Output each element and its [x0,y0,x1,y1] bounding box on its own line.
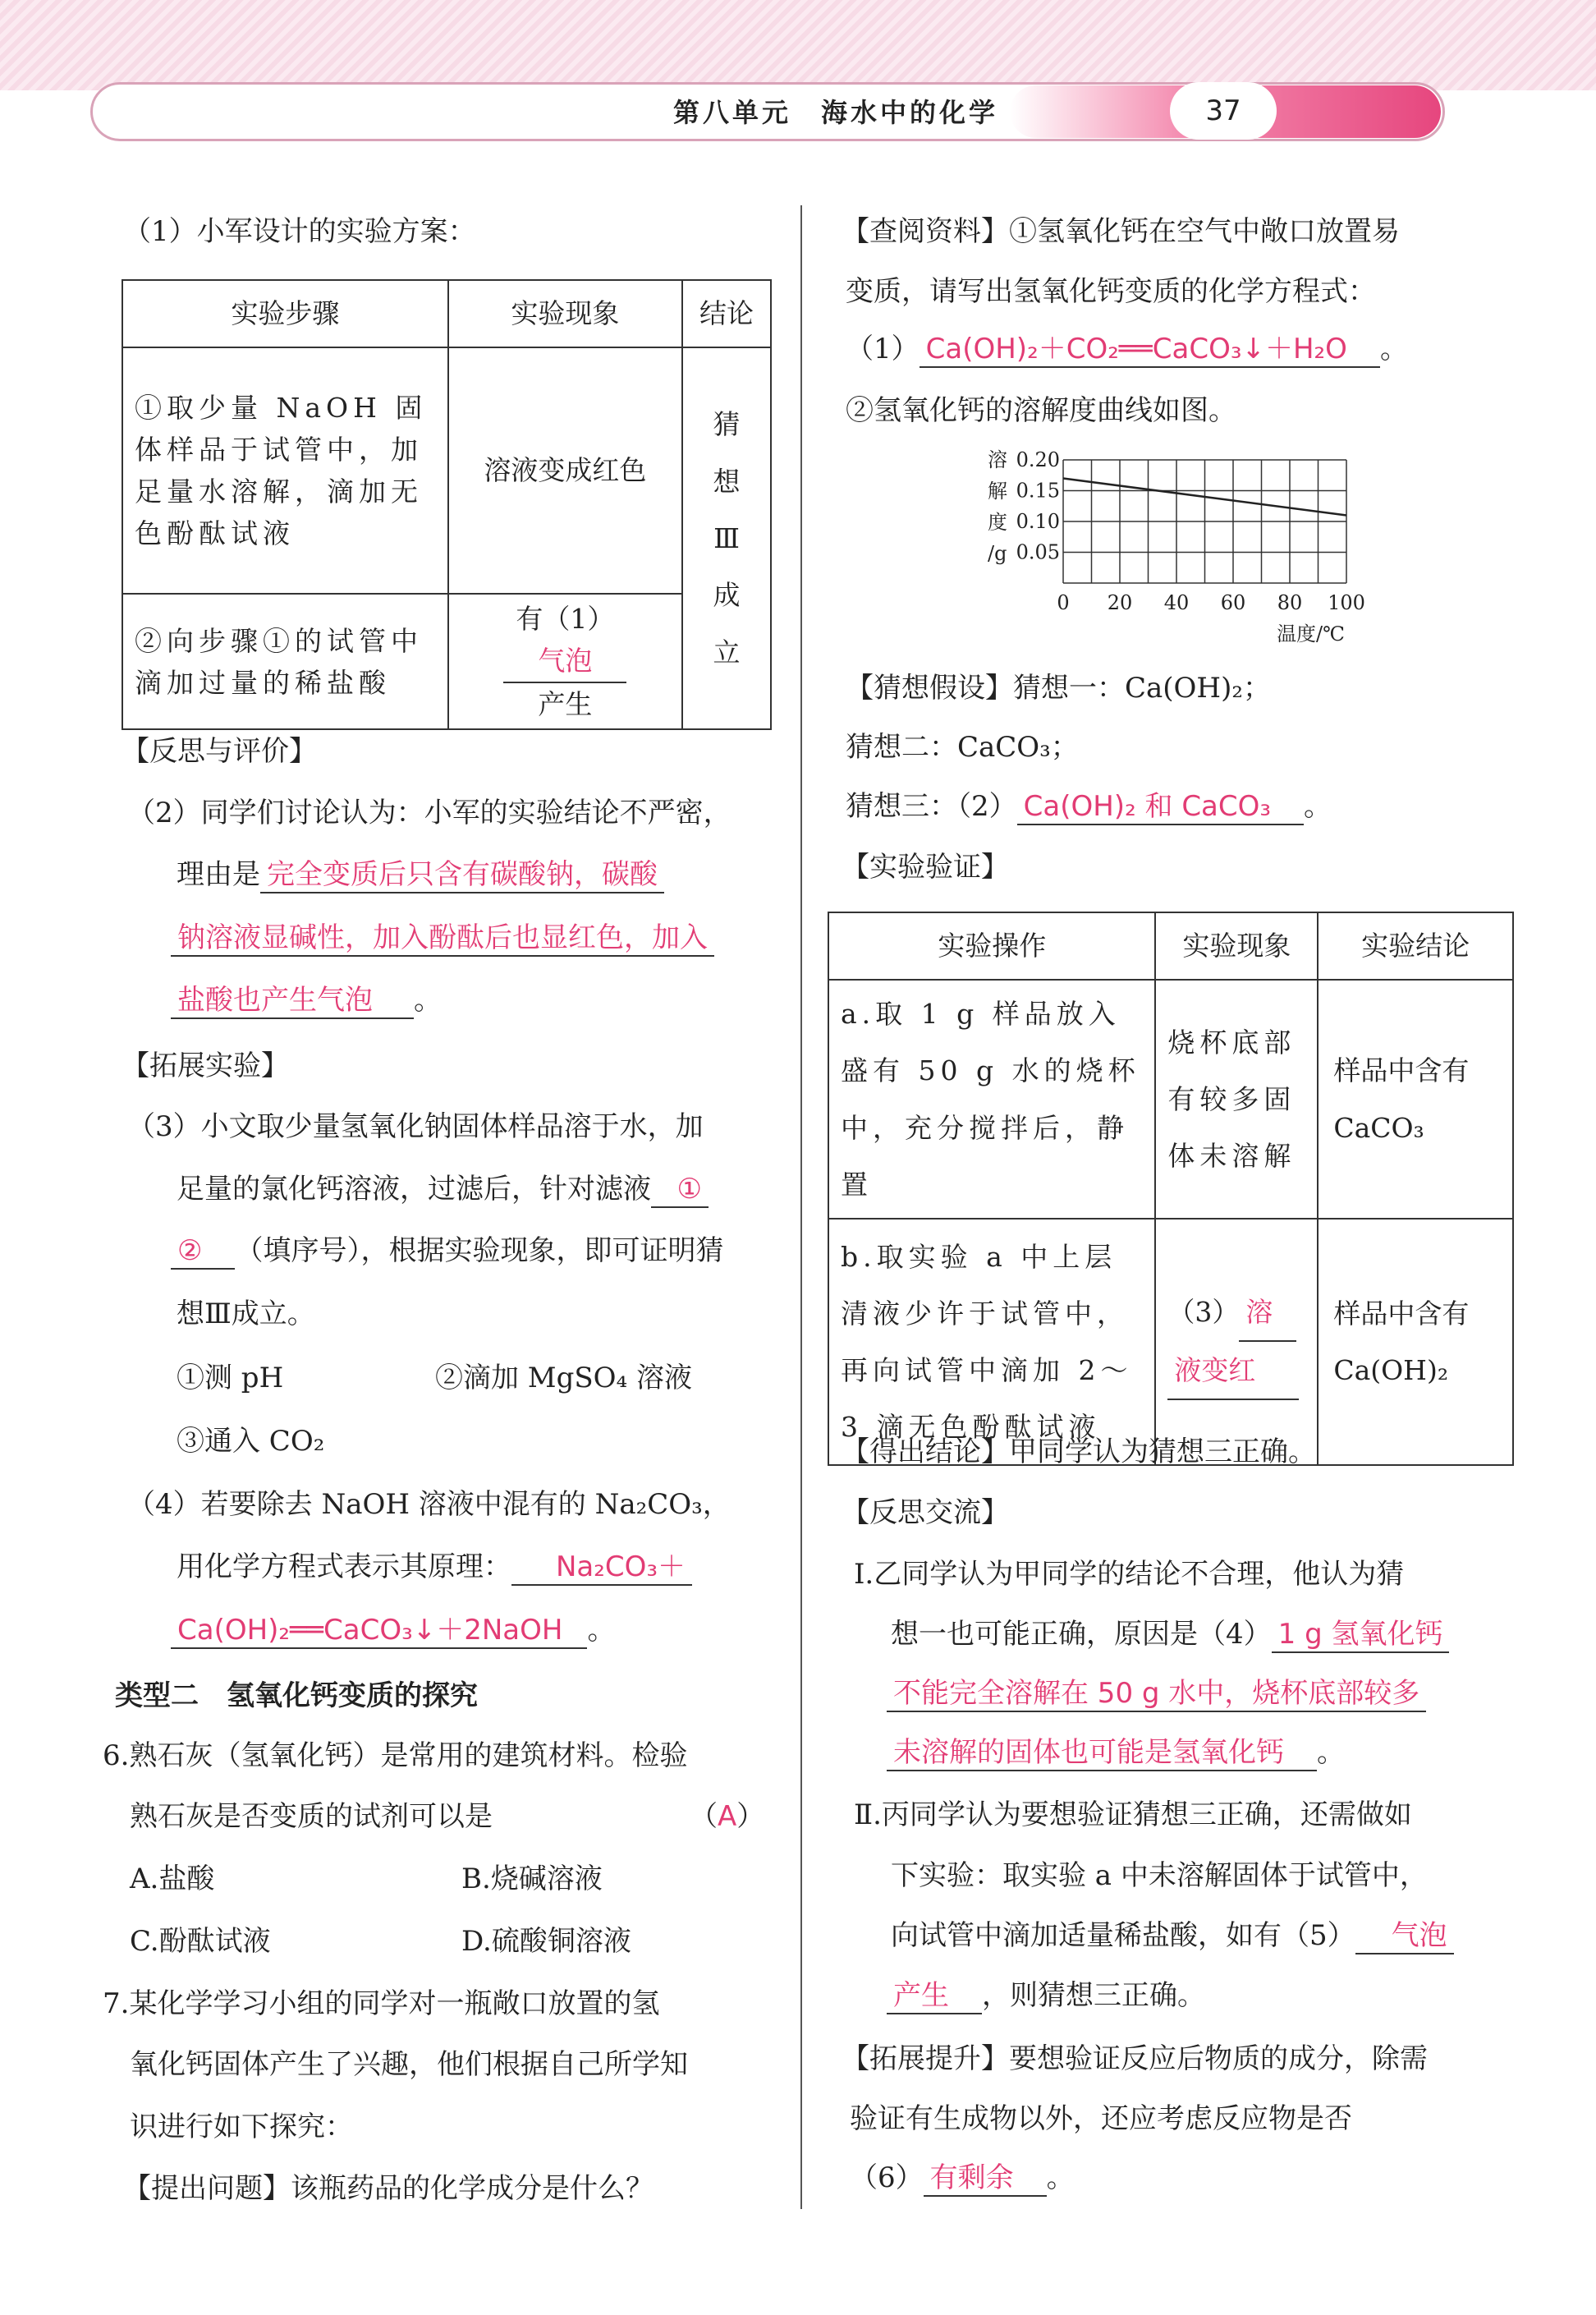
x-tick-label: 20 [1107,591,1133,614]
x-tick-label: 100 [1328,591,1365,614]
answer-r4c: 未溶解的固体也可能是氢氧化钙 [887,1736,1317,1771]
ref-line3: ②氢氧化钙的溶解度曲线如图。 [846,394,1236,427]
ref-eq-prefix: （1） [846,333,920,365]
reflect-title: 【反思与评价】 [122,735,317,768]
ref-line2: 变质，请写出氢氧化钙变质的化学方程式： [846,275,1376,308]
answer-6: A [718,1800,737,1833]
answer-2-line1: 完全变质后只含有碳酸钠，碳酸 [260,858,664,893]
extension-line1: 【拓展提升】要想验证反应后物质的成分，除需 [842,2042,1428,2075]
experiment-table-2 [828,912,1514,1466]
q2-answer-line2 [171,921,714,957]
table1-row1-phenomenon: 溶液变成红色 [448,347,682,594]
ext-prefix: （6） [850,2161,924,2194]
table2-header-phen: 实验现象 [1155,912,1318,980]
table1-header-phenomenon: 实验现象 [448,280,682,347]
answer-r5b: 产生 [887,1979,982,2014]
answer-r6: 有剩余 [924,2161,1047,2197]
q2-text: （2）同学们讨论认为：小军的实验结论不严密， [127,797,732,829]
q3-option-1: ①测 pH [177,1362,284,1394]
ext-end: 。 [1046,2161,1075,2194]
q6-option-c: C.酚酞试液 [130,1925,271,1958]
q4-line1: （4）若要除去 NaOH 溶液中混有的 Na₂CO₃， [127,1488,731,1521]
q3-line2-text: 足量的氯化钙溶液，过滤后，针对滤液 [177,1173,651,1206]
q3-line3 [171,1234,723,1270]
solubility-chart-svg [981,448,1365,653]
answer-r4a: 1 g 氢氧化钙 [1272,1618,1450,1653]
answer-r1: Ca(OH)₂＋CO₂══CaCO₃↓＋H₂O [920,333,1380,368]
q6-option-b: B.烧碱溶液 [461,1863,603,1895]
q6-line2: 熟石灰是否变质的试剂可以是 [130,1800,493,1833]
y-axis-label-char: /g [988,542,1007,565]
ref-line1: 【查阅资料】①氢氧化钙在空气中敞口放置易 [842,215,1400,248]
experiment-table-1 [122,279,772,730]
page-number: 37 [1170,82,1277,140]
q3-line1: （3）小文取少量氢氧化钠固体样品溶于水，加 [127,1110,704,1143]
hyp3-prefix: 猜想三：（2） [846,790,1017,823]
table2-row2-phen [1155,1219,1318,1465]
y-tick-label: 0.10 [1016,510,1060,533]
answer-4a: Na₂CO₃＋ [511,1550,692,1586]
conclusion: 【得出结论】甲同学认为猜想三正确。 [842,1435,1316,1468]
x-axis-label: 温度/℃ [1277,622,1345,645]
table1-conclusion: 猜想Ⅲ成立 [682,347,771,729]
x-tick-label: 40 [1163,591,1190,614]
verify-title: 【实验验证】 [842,851,1009,884]
ref-eq-end: 。 [1379,333,1408,365]
q4-line3 [171,1614,615,1649]
reflection-ii-line4 [887,1979,1205,2014]
header-decoration [0,0,1596,90]
table1-header-conclusion: 结论 [682,280,771,347]
hypothesis-3 [846,790,1332,825]
table2-row1-concl: 样品中含有 CaCO₃ [1318,980,1513,1219]
x-tick-label: 0 [1057,591,1070,614]
answer-2-line3: 盐酸也产生气泡 [171,984,414,1019]
i-line2-prefix: 想一也可能正确，原因是（4） [891,1618,1272,1651]
reflection-ii-line2: 下实验：取实验 a 中未溶解固体于试管中， [891,1859,1428,1892]
q3-line2 [177,1173,709,1208]
hypothesis-1: 【猜想假设】猜想一：Ca(OH)₂； [846,672,1271,705]
y-axis-label-char: 度 [988,511,1007,534]
q3-option-2: ②滴加 MgSO₄ 溶液 [435,1362,692,1394]
table1-header-step: 实验步骤 [122,280,448,347]
table1-row2-step: ②向步骤①的试管中滴加过量的稀盐酸 [122,594,448,729]
type2-title: 类型二 氢氧化钙变质的探究 [115,1679,478,1712]
answer-3b: ② [171,1234,235,1270]
q2-reason [177,858,664,893]
expand-title: 【拓展实验】 [122,1050,289,1082]
q2-answer-line3 [171,984,442,1019]
table2-header-op: 实验操作 [828,912,1155,980]
reflection-i-line2 [891,1618,1449,1653]
table1-row1-step: ①取少量 NaOH 固体样品于试管中，加足量水溶解，滴加无色酚酞试液 [122,347,448,594]
x-tick-label: 80 [1277,591,1303,614]
table2-row2-op: b.取实验 a 中上层清液少许于试管中，再向试管中滴加 2～3 滴无色酚酞试液 [828,1219,1155,1465]
q6-answer: （A） [690,1800,765,1833]
q2-reason-prefix: 理由是 [177,858,260,891]
table1-row2-phenomenon [448,594,682,729]
answer-2-line2: 钠溶液显碱性，加入酚酞后也显红色，加入 [171,921,714,957]
table2-row1-op: a.取 1 g 样品放入盛有 50 g 水的烧杯中，充分搅拌后，静置 [828,980,1155,1219]
y-axis-label-char: 溶 [988,448,1007,471]
q2-end: 。 [414,984,442,1017]
q3-line4: 想Ⅲ成立。 [177,1298,315,1330]
extension-line3 [850,2161,1075,2197]
q7-line1: 7.某化学学习小组的同学对一瓶敞口放置的氢 [103,1987,660,2020]
ref-equation [846,333,1408,368]
table2-row2-prefix: （3） [1167,1295,1240,1328]
y-axis-label-char: 解 [988,480,1007,503]
reflection-i-line1: Ⅰ.乙同学认为甲同学的结论不合理，他认为猜 [854,1558,1405,1591]
hypothesis-2: 猜想二：CaCO₃； [846,731,1079,764]
q4-line2-text: 用化学方程式表示其原理： [177,1550,511,1583]
reflection-i-line3 [887,1677,1426,1712]
q7-question: 【提出问题】该瓶药品的化学成分是什么？ [123,2172,654,2205]
table2-row2-concl: 样品中含有 Ca(OH)₂ [1318,1219,1513,1465]
hyp3-end: 。 [1304,790,1332,823]
q1-intro: （1）小军设计的实验方案： [123,215,476,248]
answer-r3b: 液变红 [1167,1342,1299,1400]
answer-3a: ① [651,1173,709,1208]
table1-row2-prefix: 有（1） [516,603,615,635]
q7-line3: 识进行如下探究： [130,2111,353,2143]
y-tick-label: 0.15 [1016,479,1060,503]
table2-header-concl: 实验结论 [1318,912,1513,980]
extension-line2: 验证有生成物以外，还应考虑反应物是否 [850,2102,1352,2135]
answer-r2: Ca(OH)₂ 和 CaCO₃ [1017,790,1304,825]
y-tick-label: 0.20 [1016,448,1060,471]
answer-r4b: 不能完全溶解在 50 g 水中，烧杯底部较多 [887,1677,1426,1712]
reflection-ii-line3 [891,1919,1454,1954]
q6-option-d: D.硫酸铜溶液 [461,1925,631,1958]
table1-row2-suffix: 产生 [538,688,593,721]
answer-r5a: 气泡 [1355,1919,1454,1954]
q3-line3-text: （填序号），根据实验现象，即可证明猜 [235,1234,724,1267]
ii-line3-text: 向试管中滴加适量稀盐酸，如有（5） [891,1919,1355,1952]
ii-line4-text: ，则猜想三正确。 [982,1979,1205,2012]
exchange-title: 【反思交流】 [842,1496,1009,1529]
answer-4b: Ca(OH)₂══CaCO₃↓＋2NaOH [171,1614,587,1649]
column-divider [800,205,802,2209]
q3-option-3: ③通入 CO₂ [177,1425,325,1458]
q4-line2 [177,1550,692,1586]
reflection-i-line4 [887,1736,1345,1771]
q7-line2: 氧化钙固体产生了兴趣，他们根据自己所学知 [130,2048,688,2081]
answer-r3a: 溶 [1239,1284,1296,1342]
i-end: 。 [1317,1736,1345,1769]
solubility-chart [981,448,1365,660]
q6-option-a: A.盐酸 [130,1863,215,1895]
chapter-title: 第八单元 海水中的化学 [673,97,999,128]
y-tick-label: 0.05 [1016,540,1060,564]
table2-row1-phen: 烧杯底部有较多固体未溶解 [1155,980,1318,1219]
q6-line1: 6.熟石灰（氢氧化钙）是常用的建筑材料。检验 [103,1739,688,1772]
reflection-ii-line1: Ⅱ.丙同学认为要想验证猜想三正确，还需做如 [854,1798,1412,1831]
answer-1: 气泡 [503,640,626,683]
x-tick-label: 60 [1220,591,1246,614]
q4-end: 。 [587,1614,616,1647]
